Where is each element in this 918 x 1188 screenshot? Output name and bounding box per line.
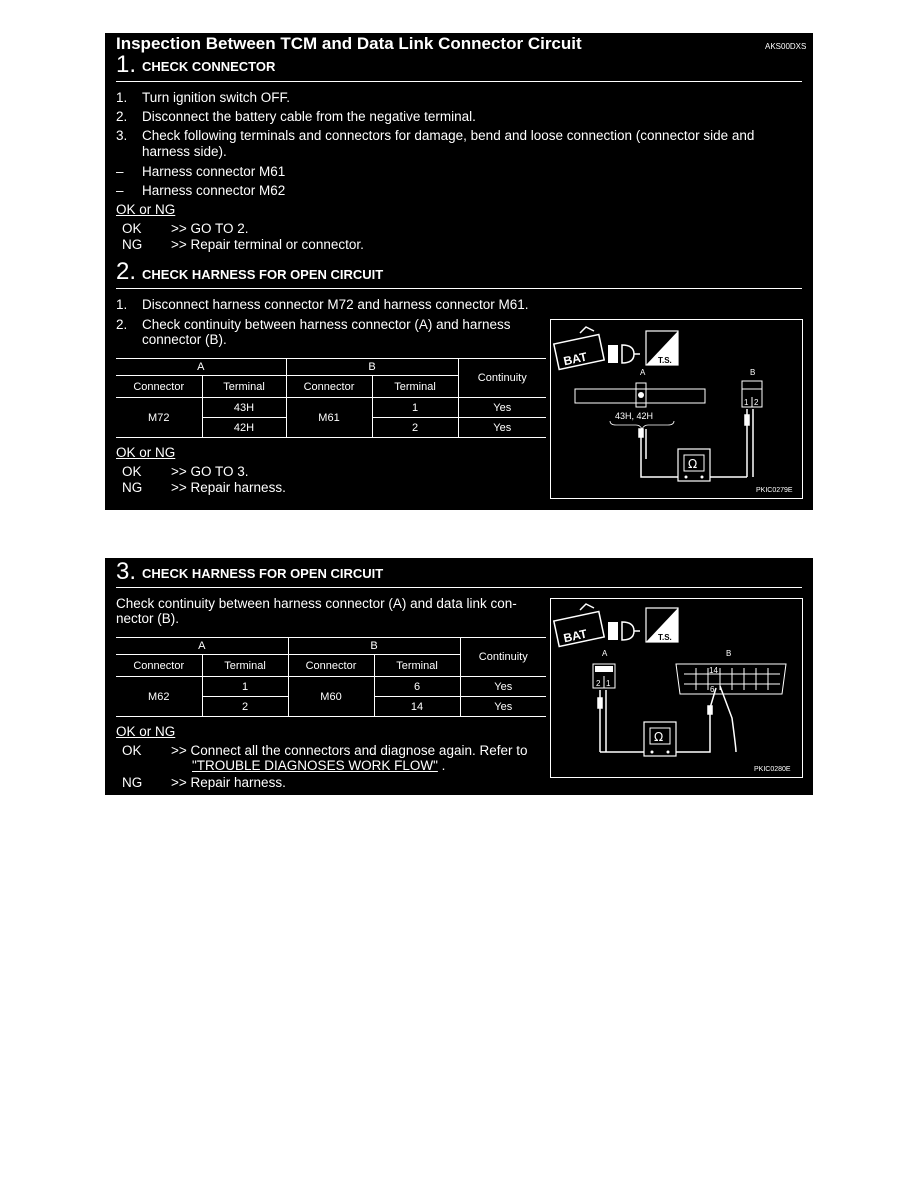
disconnect-connector-icon <box>608 622 640 640</box>
ohmmeter <box>678 449 710 481</box>
table-header-connector: Connector <box>286 376 372 398</box>
test-tester-icon <box>646 608 678 642</box>
result-text-ng: >> Repair harness. <box>171 480 286 495</box>
divider <box>116 81 802 82</box>
probe-leads <box>598 686 736 752</box>
pin-2-label: 2 <box>754 398 759 407</box>
test-label: T.S. <box>658 633 672 642</box>
pin-1-label: 1 <box>606 679 611 688</box>
table-cell-connector-b: M61 <box>286 398 372 438</box>
continuity-table <box>116 637 546 717</box>
list-item-num: 3. <box>116 128 128 143</box>
table-cell-terminal-a: 1 <box>202 677 288 697</box>
list-item-continued: connector (B). <box>142 332 227 347</box>
result-text-ok: >> Connect all the connectors and diagnose again. Refer to <box>171 743 528 758</box>
table-header-a: A <box>116 359 286 376</box>
table-cell-result: Yes <box>460 677 546 697</box>
list-item: Check following terminals and connectors for damage, bend and loose connection (connector side and <box>142 128 755 143</box>
result-key-ok: OK <box>122 221 142 236</box>
step2-number: 2. <box>116 258 137 285</box>
result-key-ng: NG <box>122 237 143 252</box>
table-header-terminal: Terminal <box>374 655 460 677</box>
pin-1-label: 1 <box>744 398 749 407</box>
continuity-table <box>116 358 546 438</box>
diagram-code: PKIC0279E <box>756 487 793 494</box>
result-key-ng: NG <box>122 480 143 495</box>
list-item: Harness connector M61 <box>142 164 286 179</box>
pin-2-label: 2 <box>596 679 601 688</box>
list-item: Disconnect harness connector M72 and harness connector M61. <box>142 297 529 312</box>
list-item-num: – <box>116 183 124 198</box>
step3-title: CHECK HARNESS FOR OPEN CIRCUIT <box>142 566 384 581</box>
connector-a-label: A <box>602 649 608 658</box>
table-cell-terminal-a: 43H <box>202 398 286 418</box>
table-header-a: A <box>116 638 288 655</box>
battery-label: BAT <box>562 626 589 646</box>
list-item: Harness connector M62 <box>142 183 286 198</box>
list-item-num: 2. <box>116 109 128 124</box>
step1-number: 1. <box>116 51 137 78</box>
list-item-num: 1. <box>116 90 128 105</box>
battery-icon <box>554 604 604 646</box>
step3-intro: Check continuity between harness connector (A) and data link con- <box>116 596 517 611</box>
table-header-connector: Connector <box>288 655 374 677</box>
pin-6-label: 6 <box>710 685 715 694</box>
table-cell-connector-b: M60 <box>288 677 374 717</box>
table-header-connector: Connector <box>116 376 202 398</box>
result-text-ng: >> Repair harness. <box>171 775 286 790</box>
table-header-terminal: Terminal <box>202 655 288 677</box>
diagram-code: PKIC0280E <box>754 766 791 773</box>
list-item-continued: harness side). <box>142 144 227 159</box>
table-row <box>116 677 546 697</box>
result-key-ok: OK <box>122 464 142 479</box>
table-cell-terminal-b: 1 <box>372 398 458 418</box>
result-text-ok: >> GO TO 3. <box>171 464 249 479</box>
result-key-ok: OK <box>122 743 142 758</box>
list-item-num: 1. <box>116 297 128 312</box>
wiring-diagram-2 <box>550 598 803 778</box>
step2-title: CHECK HARNESS FOR OPEN CIRCUIT <box>142 267 384 282</box>
result-text-ok: >> GO TO 2. <box>171 221 249 236</box>
list-item: Disconnect the battery cable from the negative terminal. <box>142 109 476 124</box>
table-header-connector: Connector <box>116 655 202 677</box>
inspection-panel-1 <box>105 33 813 510</box>
table-header-continuity: Continuity <box>458 359 546 398</box>
trouble-diagnoses-work-flow-link[interactable]: "TROUBLE DIAGNOSES WORK FLOW" <box>192 758 438 773</box>
test-label: T.S. <box>658 356 672 365</box>
list-item-num: 2. <box>116 317 128 332</box>
list-item: Turn ignition switch OFF. <box>142 90 291 105</box>
wiring-diagram-1 <box>550 319 803 499</box>
connector-b <box>742 381 762 407</box>
table-cell-result: Yes <box>458 418 546 438</box>
table-header-terminal: Terminal <box>372 376 458 398</box>
table-cell-connector-a: M72 <box>116 398 202 438</box>
table-cell-terminal-b: 6 <box>374 677 460 697</box>
result-key-ng: NG <box>122 775 143 790</box>
connector-a-label: A <box>640 368 646 377</box>
link-suffix: . <box>441 758 446 773</box>
table-cell-terminal-b: 2 <box>372 418 458 438</box>
table-header-b: B <box>286 359 458 376</box>
divider <box>116 587 802 588</box>
disconnect-connector-icon <box>608 345 640 363</box>
table-row <box>116 398 546 418</box>
step1-title: CHECK CONNECTOR <box>142 59 276 74</box>
section-code: AKS00DXS <box>765 42 807 51</box>
result-text-ng: >> Repair terminal or connector. <box>171 237 364 252</box>
table-cell-terminal-b: 14 <box>374 697 460 717</box>
table-cell-result: Yes <box>458 398 546 418</box>
step3-intro-continued: nector (B). <box>116 611 180 626</box>
table-cell-result: Yes <box>460 697 546 717</box>
list-item: Check continuity between harness connector (A) and harness <box>142 317 511 332</box>
divider <box>116 288 802 289</box>
data-link-connector <box>676 664 786 694</box>
ok-or-ng-label: OK or NG <box>116 445 176 460</box>
pin-14-label: 14 <box>709 666 718 675</box>
section-title: Inspection Between TCM and Data Link Connector Circuit <box>116 34 582 53</box>
table-cell-terminal-a: 2 <box>202 697 288 717</box>
battery-label: BAT <box>562 349 589 369</box>
step3-number: 3. <box>116 558 137 585</box>
battery-icon <box>554 327 604 369</box>
table-header-continuity: Continuity <box>460 638 546 677</box>
terminals-a-label: 43H, 42H <box>615 411 654 421</box>
ohm-icon: Ω <box>654 730 664 744</box>
work-flow-line <box>192 758 445 773</box>
table-cell-terminal-a: 42H <box>202 418 286 438</box>
inspection-panel-2 <box>105 558 813 795</box>
ok-or-ng-label: OK or NG <box>116 724 176 739</box>
ok-or-ng-label: OK or NG <box>116 202 176 217</box>
table-header-b: B <box>288 638 460 655</box>
connector-b-label: B <box>750 368 756 377</box>
connector-a <box>575 383 705 429</box>
connector-b-label: B <box>726 649 732 658</box>
ohm-icon: Ω <box>688 457 698 471</box>
table-cell-connector-a: M62 <box>116 677 202 717</box>
list-item-num: – <box>116 164 124 179</box>
test-tester-icon <box>646 331 678 365</box>
table-header-terminal: Terminal <box>202 376 286 398</box>
connector-a <box>593 664 615 688</box>
ohmmeter <box>644 722 676 756</box>
